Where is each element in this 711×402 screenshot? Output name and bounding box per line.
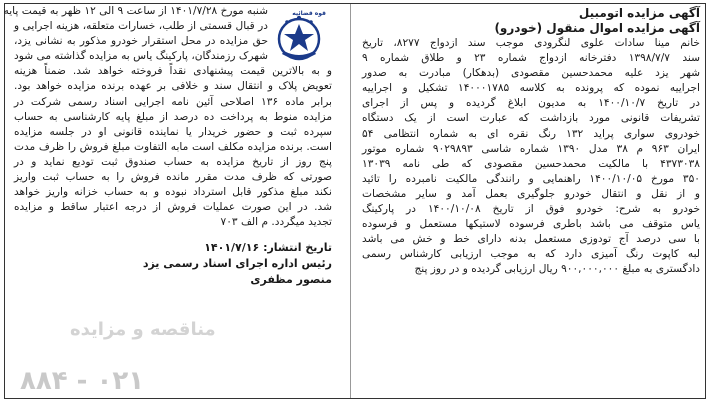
- text-line: اجراییه نموده که پرونده به کلاسه ۱۴۰۰۰۱۷۸۵ تشکیل و اجراییه: [362, 82, 700, 95]
- notice-title: آگهی مزایده اتومبیل: [578, 6, 700, 20]
- right-column: [362, 6, 700, 400]
- left-column: [3, 4, 332, 400]
- text-line: با سی درصد آج تودوزی مستعمل بدنه دارای خط و خش می باشد: [362, 233, 700, 246]
- text-line: شنبه مورخ ۱۴۰۱/۷/۲۸ از ساعت ۹ الی ۱۲ ظهر به قیمت پایه: [3, 5, 268, 17]
- text-line: در قبال قسمتی از طلب، خسارات متعلقه، هزینه اجرایی و: [14, 20, 268, 33]
- text-line: شهرک رزمندگان، پارکینگ یاس به مزایده گذاشته می شود: [14, 50, 268, 63]
- text-line: تجدید میگردد. م الف ۷۰۳: [220, 216, 332, 229]
- text-line: تشریفات قانونی مورد بازداشت که عبارت است از یک دستگاه: [362, 112, 700, 125]
- text-line: سپرده ثبت و حضور خریدار یا نماینده قانونی او در جلسه مزایده: [14, 125, 332, 138]
- text-line: ۳۵۰ مورخ ۱۴۰۰/۱۰/۰۵ راهنمایی و رانندگی مالکیت نامبرده را تائید: [362, 172, 700, 185]
- logo-caption: قوه قضائیه: [292, 10, 326, 17]
- signature-name: منصور مظفری: [250, 273, 332, 287]
- signature-block: [14, 240, 332, 288]
- watermark-small: مناقصه و مزایده: [70, 319, 216, 340]
- text-line: تعویض پلاک و انتقال سند و خلافی بر عهده برنده مزایده خواهد بود.: [14, 80, 332, 93]
- text-line: خودرو به شرح: خودرو فوق از تاریخ ۱۴۰۰/۱۰/۰۸ در پارکینگ: [362, 203, 701, 216]
- text-line: خودروی سواری پراید ۱۳۲ رنگ نقره ای به شماره انتظامی ۵۴: [362, 127, 700, 140]
- text-line: دادگستری به مبلغ ۹۰۰,۰۰۰,۰۰۰ ریال ارزیابی گردیده و در روز پنج: [414, 263, 700, 276]
- text-line: مزایده منوط به پرداخت ده درصد از مبلغ پایه کارشناسی به حساب: [14, 110, 332, 123]
- right-column-body: [362, 36, 700, 278]
- text-line: است. برنده مزایده مکلف است مابه التفاوت مبلغ فروش را ظرف مدت: [14, 140, 332, 153]
- text-line: و به بالاترین قیمت پیشنهادی نقداً فروخته خواهد شد. ضمناً هزینه: [14, 65, 332, 78]
- text-line: برابر ماده ۱۳۶ اصلاحی آئین نامه اجرایی اسناد رسمی شرکت در: [14, 95, 332, 108]
- text-line: لبه کاپوت رنگ آمیزی دارد که به موجب ارزیابی کارشناس رسمی: [362, 248, 700, 261]
- column-separator: [350, 4, 351, 398]
- signature-role: رئیس اداره اجرای اسناد رسمی یزد: [142, 257, 332, 271]
- notice-subtitle: آگهی مزایده اموال منقول (خودرو): [494, 21, 700, 35]
- text-line: نکند مبلغ مذکور قابل استرداد نبوده و به حساب خزانه واریز خواهد: [14, 186, 332, 199]
- text-line: یاس متوقف می باشد باطری فرسوده لاستیکها مستعمل و فرسوده: [362, 218, 700, 231]
- text-line: شهر یزد علیه محمدحسین مقصودی (بدهکار) مبادرت به صدور: [362, 67, 700, 80]
- text-line: شد. در این صورت عملیات فروش از درجه اعتبار ساقط و مزایده: [14, 201, 332, 214]
- text-line: سند ۱۳۹۸/۷/۷ دفترخانه ازدواج شماره ۲۳ و طلاق شماره ۹: [362, 52, 700, 65]
- text-line: ۴۳۷۳۰۳۸ با مالکیت محمدحسین مقصودی که طی نامه ۱۳۰۳۹: [362, 157, 700, 170]
- text-line: صورتی که ظرف مدت مقرر مانده فروش را به حساب ثبت واریز: [14, 171, 332, 184]
- watermark-large: ۰۲۱ - ۸۸۴: [20, 366, 145, 396]
- publish-date: تاریخ انتشار: ۱۴۰۱/۷/۱۶: [204, 241, 332, 255]
- text-line: در تاریخ ۱۴۰۰/۱۰/۷ به مدیون ابلاغ گردیده و پس از اجرای: [362, 97, 700, 110]
- text-line: حق مزایده در محل استقرار خودرو مذکور به نشانی یزد،: [14, 35, 268, 48]
- text-line: و از نقل و انتقال خودرو جلوگیری بعمل آمد و سایر مشخصات: [362, 187, 700, 200]
- text-line: پنج روز از تاریخ مزایده به حساب صندوق ثبت تودیع نماید و در: [14, 155, 332, 168]
- text-line: خانم مینا سادات علوی لنگرودی موجب سند ازدواج ۸۲۷۷، تاریخ: [362, 37, 700, 49]
- text-line: ایران ۹۶۳ م ۳۸ مدل ۱۳۹۰ شماره شاسی ۹۰۲۹۸۹۳ شماره موتور: [362, 142, 701, 155]
